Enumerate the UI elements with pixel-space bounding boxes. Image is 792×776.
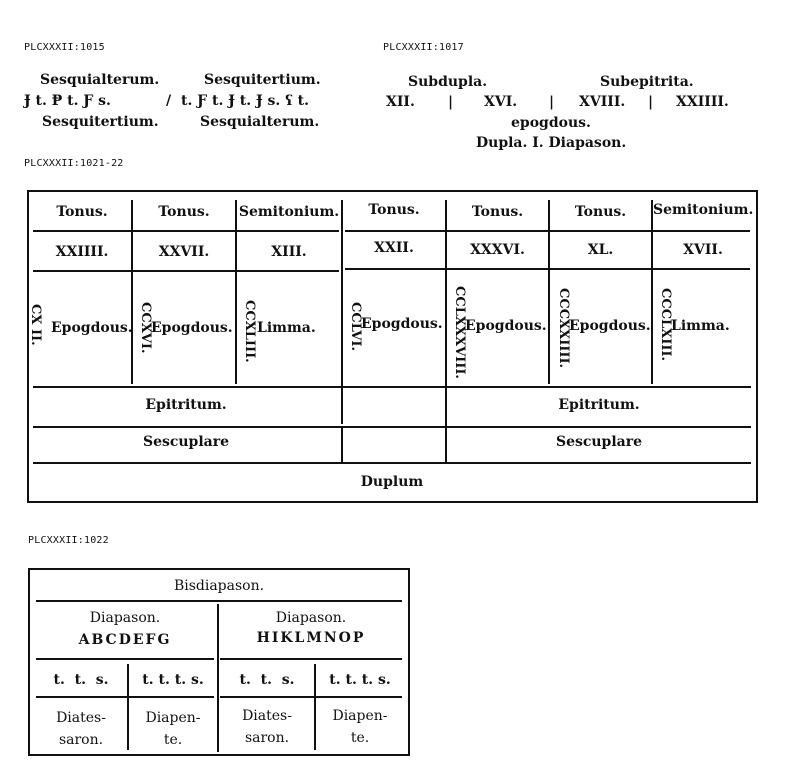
cell3-tones: t. t. s. [239, 672, 295, 688]
rule-tones-left [36, 696, 214, 698]
notation-left: Ɉ t. Ᵽ t. Ƒ s. [24, 93, 111, 109]
col1-head: Tonus. [56, 204, 108, 220]
ref-1015: PLCXXXII:1015 [24, 42, 105, 53]
label-sesquitertium-top: Sesquitertium. [204, 72, 321, 88]
epitritum-right: Epitritum. [558, 397, 640, 413]
numeral-xviii: XVIII. [579, 94, 626, 110]
div-left [127, 664, 129, 750]
cell1-tones: t. t. s. [53, 672, 109, 688]
col3-body: Limma. [257, 320, 316, 336]
col4-head: Tonus. [368, 202, 420, 218]
col6-num: XL. [587, 242, 614, 258]
col7-side: CCCLXIII. [658, 288, 673, 362]
label-sesquialterum-top: Sesquialterum. [40, 72, 160, 88]
col-divider-1 [131, 200, 133, 384]
sescuplare-right: Sescuplare [555, 434, 643, 450]
cell3-name1: Diates- [242, 708, 292, 724]
col5-head: Tonus. [471, 204, 524, 220]
label-subdupla: Subdupla. [408, 74, 488, 90]
letters-left: ABCDEFG [78, 632, 172, 648]
letters-right: HIKLMNOP [256, 630, 366, 646]
col-divider-6 [651, 200, 653, 384]
head-rule-left [33, 230, 339, 232]
cell1-name1: Diates- [56, 710, 106, 726]
cell4-name2: te. [350, 730, 370, 746]
num-rule-right [345, 268, 750, 270]
rule-diapason-right [220, 658, 402, 660]
col1-body: Epogdous. [51, 320, 133, 336]
col5-num: XXXVI. [470, 242, 525, 258]
figure-1021-table [27, 190, 758, 503]
col5-body: Epogdous. [465, 318, 547, 334]
col2-num: XXVII. [158, 244, 210, 260]
div-center [217, 604, 219, 752]
ref-1022: PLCXXXII:1022 [28, 535, 109, 546]
rule-diapason-left [36, 658, 214, 660]
col2-head: Tonus. [158, 204, 210, 220]
label-subepitrita: Subepitrita. [600, 74, 694, 90]
label-sesquialterum-bottom: Sesquialterum. [200, 114, 320, 130]
col7-head: Semitonium. [653, 202, 754, 218]
label-dupla-diapason: Dupla. I. Diapason. [476, 135, 627, 151]
col-divider-3b [341, 426, 343, 462]
divider-3: | [648, 94, 654, 110]
sescuplare-left: Sescuplare [142, 434, 230, 450]
cell1-name2: saron. [58, 732, 104, 748]
cell3-name2: saron. [244, 730, 290, 746]
col-divider-3 [341, 200, 343, 424]
figure-1022-table [28, 568, 410, 756]
col-divider-5 [548, 200, 550, 384]
col6-head: Tonus. [574, 204, 627, 220]
col7-body: Limma. [671, 318, 730, 334]
divider-2: | [549, 94, 555, 110]
cell4-name1: Diapen- [332, 708, 388, 724]
div-right [314, 664, 316, 750]
notation-slash: / [166, 93, 172, 109]
bisdiapason-title: Bisdiapason. [173, 578, 265, 594]
duplum: Duplum [360, 474, 424, 490]
col3-head: Semitonium. [238, 204, 340, 220]
ref-1021: PLCXXXII:1021-22 [24, 158, 124, 169]
rule-tones-right [220, 696, 402, 698]
rule-sescuplare [33, 426, 751, 428]
col1-side: CX II. [28, 304, 43, 346]
numeral-xii: XII. [386, 94, 415, 110]
col6-side: CCCXXIIII. [556, 288, 571, 369]
label-epogdous: epogdous. [511, 115, 591, 131]
rule-bisdiapason [36, 600, 402, 602]
rule-epitritum [33, 386, 751, 388]
notation-right: t. Ƒ t. Ɉ t. Ɉ s. ʕ t. [181, 93, 310, 109]
diapason-right: Diapason. [275, 610, 347, 626]
ref-1017: PLCXXXII:1017 [383, 42, 464, 53]
cell4-tones: t. t. t. s. [329, 672, 391, 688]
col6-body: Epogdous. [569, 318, 651, 334]
numeral-xxiiii: XXIIII. [676, 94, 729, 110]
col2-body: Epogdous. [151, 320, 233, 336]
col3-num: XIII. [271, 244, 307, 260]
cell2-name2: te. [163, 732, 183, 748]
divider-1: | [448, 94, 454, 110]
col5-side: CCLXXXVIII. [452, 286, 467, 379]
col1-num: XXIIII. [55, 244, 109, 260]
numeral-xvi: XVI. [484, 94, 518, 110]
head-rule-right [345, 230, 750, 232]
col2-side: CCXVI. [138, 302, 153, 354]
col4-num: XXII. [374, 240, 414, 256]
col3-side: CCXLIII. [242, 300, 257, 363]
diapason-left: Diapason. [89, 610, 161, 626]
col4-side: CCLVI. [348, 302, 363, 351]
label-sesquitertium-bottom: Sesquitertium. [42, 114, 159, 130]
rule-duplum [33, 462, 751, 464]
col4-body: Epogdous. [361, 316, 443, 332]
col-divider-2 [235, 200, 237, 384]
cell2-name1: Diapen- [145, 710, 201, 726]
col-divider-4 [445, 200, 447, 462]
col7-num: XVII. [683, 242, 723, 258]
epitritum-left: Epitritum. [145, 397, 227, 413]
num-rule-left [33, 270, 339, 272]
cell2-tones: t. t. t. s. [142, 672, 204, 688]
